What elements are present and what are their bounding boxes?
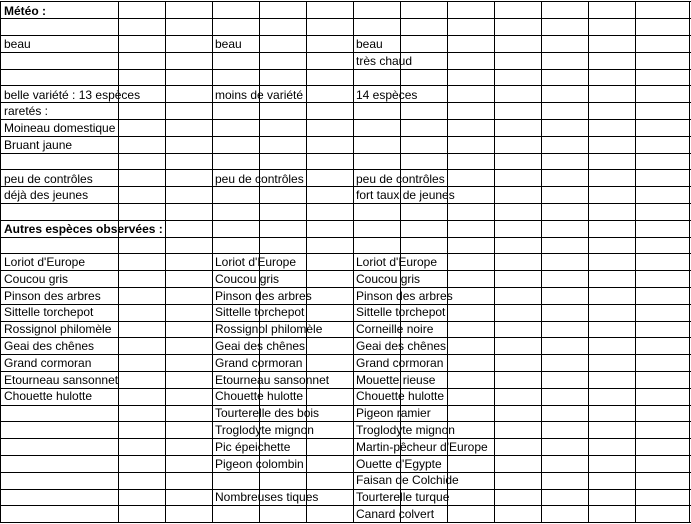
grid-row-line: [0, 52, 691, 53]
autres-especes-heading: Autres espèces observées :: [4, 222, 163, 236]
col1-rarete-1: Moineau domestique: [4, 121, 116, 135]
grid-row-line: [0, 1, 691, 2]
grid-column-line: [212, 1, 213, 523]
col3-variete: 14 espèces: [356, 88, 418, 102]
grid-column-line: [118, 1, 119, 523]
grid-row-line: [0, 405, 691, 406]
col3-species-item: Coucou gris: [356, 271, 421, 286]
grid-row-line: [0, 169, 691, 170]
grid-row-line: [0, 354, 691, 355]
col1-meteo: beau: [4, 37, 31, 51]
grid-column-line: [689, 1, 690, 523]
col1-species-item: Geai des chênes: [4, 339, 95, 353]
col1-species-item: Rossignol philomèle: [4, 322, 112, 337]
col1-variete: belle variété : 13 espèces: [4, 88, 141, 102]
grid-row-line: [0, 203, 691, 204]
col1-species-item: Grand cormoran: [4, 355, 92, 370]
col1-raretes-label: raretés :: [4, 104, 49, 118]
col2-species-item: Tourterelle des bois: [215, 406, 320, 421]
col1-rarete-2: Bruant jaune: [4, 138, 73, 152]
col3-species-item: Faisan de Colchide: [356, 473, 459, 488]
grid-row-line: [0, 69, 691, 70]
col3-species-item: Sittelle torchepot: [356, 305, 446, 320]
col3-species-item: Geai des chênes: [356, 339, 447, 353]
grid-column-line: [306, 1, 307, 523]
grid-column-line: [353, 1, 354, 523]
col2-species-item: Nombreuses tiques: [215, 490, 319, 505]
col2-species-item: Geai des chênes: [215, 339, 306, 353]
col3-species-item: Corneille noire: [356, 322, 434, 337]
grid-column-line: [165, 1, 166, 523]
col3-controles: peu de contrôles: [356, 172, 445, 186]
col2-species-item: Coucou gris: [215, 271, 280, 286]
grid-row-line: [0, 472, 691, 473]
col3-meteo: beau: [356, 37, 383, 51]
col3-species-item: Mouette rieuse: [356, 372, 436, 387]
col3-species-item: Grand cormoran: [356, 355, 444, 370]
grid-column-line: [635, 1, 636, 523]
col1-species-item: Pinson des arbres: [4, 288, 101, 303]
grid-row-line: [0, 287, 691, 288]
col2-species-item: Sittelle torchepot: [215, 305, 305, 320]
col3-species-item: Ouette d'Egypte: [356, 456, 442, 471]
col3-species-item: Martin-pêcheur d'Europe: [356, 439, 488, 454]
col2-species-item: Loriot d'Europe: [215, 255, 297, 269]
grid-row-line: [0, 186, 691, 187]
col1-species-item: Chouette hulotte: [4, 389, 93, 404]
col3-species-item: Loriot d'Europe: [356, 255, 438, 269]
grid-row-line: [0, 18, 691, 19]
grid-row-line: [0, 455, 691, 456]
grid-column-line: [541, 1, 542, 523]
grid-row-line: [0, 270, 691, 271]
col3-jeunes: fort taux de jeunes: [356, 188, 455, 202]
col2-species-item: Grand cormoran: [215, 355, 303, 370]
grid-row-line: [0, 304, 691, 305]
grid-row-line: [0, 85, 691, 86]
col2-species-item: Pic épeichette: [215, 439, 291, 454]
meteo-heading: Météo :: [4, 4, 46, 18]
grid-row-line: [0, 522, 691, 523]
col3-meteo-detail: très chaud: [356, 54, 413, 68]
col2-meteo: beau: [215, 37, 242, 51]
col3-species-item: Tourterelle turque: [356, 490, 450, 505]
col1-species-item: Sittelle torchepot: [4, 305, 94, 320]
grid-column-line: [0, 1, 1, 523]
col3-species-item: Chouette hulotte: [356, 389, 445, 404]
col1-species-item: Etourneau sansonnet: [4, 372, 119, 387]
col2-controles: peu de contrôles: [215, 172, 304, 186]
col3-species-item: Troglodyte mignon: [356, 423, 455, 437]
col1-controles: peu de contrôles: [4, 172, 93, 186]
col2-variete: moins de variété: [215, 88, 304, 102]
col2-species-item: Chouette hulotte: [215, 389, 304, 404]
grid-column-line: [494, 1, 495, 523]
grid-row-line: [0, 421, 691, 422]
grid-row-line: [0, 153, 691, 154]
grid-row-line: [0, 489, 691, 490]
col3-species-item: Canard colvert: [356, 507, 435, 521]
grid-row-line: [0, 438, 691, 439]
col2-species-item: Etourneau sansonnet: [215, 372, 330, 387]
grid-column-line: [588, 1, 589, 523]
col2-species-item: Troglodyte mignon: [215, 423, 314, 437]
col3-species-item: Pinson des arbres: [356, 288, 453, 303]
col1-species-item: Loriot d'Europe: [4, 255, 86, 269]
col2-species-item: Rossignol philomèle: [215, 322, 323, 337]
col1-species-item: Coucou gris: [4, 271, 69, 286]
col2-species-item: Pigeon colombin: [215, 456, 304, 471]
col2-species-item: Pinson des arbres: [215, 288, 312, 303]
grid-row-line: [0, 505, 691, 506]
grid-row-line: [0, 35, 691, 36]
col1-jeunes: déjà des jeunes: [4, 188, 89, 202]
col3-species-item: Pigeon ramier: [356, 406, 431, 421]
grid-row-line: [0, 253, 691, 254]
